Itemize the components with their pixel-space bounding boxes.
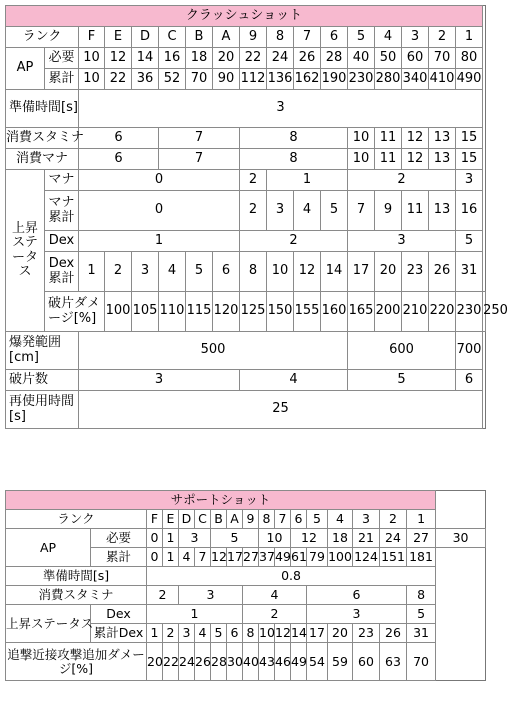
- crash-need-label: 必要: [45, 48, 79, 69]
- crash-reuse-label: 再使用時間[s]: [6, 391, 79, 429]
- support-prep-label: 準備時間[s]: [6, 567, 147, 586]
- support-stamina-cell: 4: [243, 586, 307, 605]
- support-dex-sum-cell: 12: [275, 624, 291, 643]
- support-rank-cell: 5: [307, 510, 328, 529]
- support-rank-cell: F: [147, 510, 163, 529]
- crash-frag-count-cell: 5: [348, 370, 456, 391]
- crash-frag-dmg-cell: 210: [402, 292, 429, 332]
- crash-frag-dmg-cell: 110: [159, 292, 186, 332]
- support-sum-cell: 0: [147, 548, 163, 567]
- crash-sum-cell: 112: [240, 69, 267, 90]
- crash-blast-cell: 700: [456, 332, 483, 370]
- crash-rank-cell: F: [79, 27, 105, 48]
- support-rank-cell: 2: [380, 510, 407, 529]
- crash-need-cell: 70: [429, 48, 456, 69]
- crash-need-cell: 28: [321, 48, 348, 69]
- support-pursuit-cell: 43: [259, 643, 275, 681]
- crash-rise-dex-sum-cell: 20: [375, 252, 402, 292]
- crash-stamina-cell: 8: [240, 128, 348, 149]
- crash-rise-dex-sum-cell: 26: [429, 252, 456, 292]
- support-dex-label: Dex: [91, 605, 147, 624]
- crash-title-row: [6, 6, 486, 27]
- support-rank-cell: A: [227, 510, 243, 529]
- crash-sum-cell: 10: [79, 69, 105, 90]
- support-sum-cell: 61: [291, 548, 307, 567]
- crash-title: クラッシュショット: [6, 6, 483, 27]
- crash-rise-mana-cell: 2: [348, 170, 456, 191]
- support-need-cell: 10: [259, 529, 291, 548]
- crash-mana-cell: 6: [79, 149, 159, 170]
- crash-rise-mana-cell: 0: [79, 170, 240, 191]
- crash-rise-dex-sum-cell: 17: [348, 252, 375, 292]
- crash-mana-cell: 11: [375, 149, 402, 170]
- support-sum-cell: 151: [380, 548, 407, 567]
- crash-rise-mana-cell: 1: [267, 170, 348, 191]
- crash-rise-mana-sum-row: [6, 191, 486, 231]
- crash-sum-cell: 410: [429, 69, 456, 90]
- support-pursuit-cell: 26: [195, 643, 211, 681]
- crash-frag-dmg-row: [6, 292, 486, 332]
- crash-frag-count-cell: 4: [240, 370, 348, 391]
- crash-stamina-cell: 13: [429, 128, 456, 149]
- support-rank-cell: 6: [291, 510, 307, 529]
- support-dex-sum-label: 累計Dex: [91, 624, 147, 643]
- support-title-row: [6, 491, 486, 510]
- crash-sum-cell: 340: [402, 69, 429, 90]
- crash-rise-mana-sum-label: マナ累計: [45, 191, 79, 231]
- support-sum-cell: 12: [211, 548, 227, 567]
- crash-rise-mana-sum-cell: 9: [375, 191, 402, 231]
- crash-rise-mana-sum-cell: 4: [294, 191, 321, 231]
- support-dex-sum-cell: 5: [211, 624, 227, 643]
- crash-rise-mana-sum-cell: 0: [79, 191, 240, 231]
- crash-sum-cell: 22: [105, 69, 132, 90]
- crash-sum-cell: 90: [213, 69, 240, 90]
- crash-mana-cell: 15: [456, 149, 483, 170]
- support-rank-row: [6, 510, 486, 529]
- crash-mana-cell: 10: [348, 149, 375, 170]
- support-dex-sum-cell: 31: [407, 624, 436, 643]
- support-need-cell: 5: [211, 529, 259, 548]
- crash-rise-dex-cell: 2: [240, 231, 348, 252]
- crash-rise-mana-sum-cell: 16: [456, 191, 483, 231]
- crash-need-cell: 60: [402, 48, 429, 69]
- support-need-cell: 21: [353, 529, 380, 548]
- support-pursuit-cell: 46: [275, 643, 291, 681]
- crash-rise-mana-cell: 2: [240, 170, 267, 191]
- crash-rank-cell: 3: [402, 27, 429, 48]
- support-pursuit-cell: 40: [243, 643, 259, 681]
- crash-blast-row: [6, 332, 486, 370]
- support-sum-cell: 181: [407, 548, 436, 567]
- crash-ap-sum-row: [6, 69, 486, 90]
- crash-rise-dex-row: [6, 231, 486, 252]
- crash-need-cell: 18: [186, 48, 213, 69]
- crash-rank-cell: B: [186, 27, 213, 48]
- support-sum-cell: 49: [275, 548, 291, 567]
- support-rank-cell: B: [211, 510, 227, 529]
- crash-rise-mana-cell: 3: [456, 170, 483, 191]
- crash-rise-dex-sum-row: [6, 252, 486, 292]
- support-dex-sum-cell: 17: [307, 624, 328, 643]
- support-sum-cell: 4: [179, 548, 195, 567]
- crash-need-cell: 16: [159, 48, 186, 69]
- crash-need-cell: 14: [132, 48, 159, 69]
- crash-rise-dex-label: Dex: [45, 231, 79, 252]
- crash-rise-dex-sum-cell: 8: [240, 252, 267, 292]
- support-sum-cell: 7: [195, 548, 211, 567]
- support-shot-table: [5, 490, 486, 681]
- support-stamina-cell: 2: [147, 586, 179, 605]
- support-dex-cell: 5: [407, 605, 436, 624]
- crash-rise-dex-sum-cell: 31: [456, 252, 483, 292]
- support-sum-cell: 37: [259, 548, 275, 567]
- support-rank-cell: 1: [407, 510, 436, 529]
- crash-rise-dex-sum-cell: 1: [79, 252, 105, 292]
- crash-sum-cell: 490: [456, 69, 483, 90]
- crash-frag-dmg-cell: 115: [186, 292, 213, 332]
- support-dex-sum-cell: 4: [195, 624, 211, 643]
- crash-rise-dex-sum-label: Dex累計: [45, 252, 79, 292]
- crash-stamina-cell: 10: [348, 128, 375, 149]
- crash-sum-cell: 36: [132, 69, 159, 90]
- crash-rank-cell: C: [159, 27, 186, 48]
- crash-rise-dex-sum-cell: 10: [267, 252, 294, 292]
- support-rank-cell: E: [163, 510, 179, 529]
- support-stamina-cell: 8: [407, 586, 436, 605]
- support-dex-sum-cell: 6: [227, 624, 243, 643]
- support-sum-cell: 27: [243, 548, 259, 567]
- crash-frag-count-cell: 3: [79, 370, 240, 391]
- crash-frag-dmg-cell: 200: [375, 292, 402, 332]
- crash-sum-cell: 280: [375, 69, 402, 90]
- support-rank-cell: 8: [259, 510, 275, 529]
- support-need-cell: 18: [328, 529, 353, 548]
- crash-frag-count-row: [6, 370, 486, 391]
- support-stamina-label: 消費スタミナ: [6, 586, 147, 605]
- support-stamina-cell: 6: [307, 586, 407, 605]
- support-pursuit-cell: 24: [179, 643, 195, 681]
- support-need-cell: 3: [179, 529, 211, 548]
- support-need-cell: 12: [291, 529, 328, 548]
- support-sum-cell: 17: [227, 548, 243, 567]
- support-pursuit-cell: 60: [353, 643, 380, 681]
- crash-rank-cell: 9: [240, 27, 267, 48]
- crash-need-cell: 40: [348, 48, 375, 69]
- crash-rise-dex-cell: 5: [456, 231, 483, 252]
- crash-rise-mana-label: マナ: [45, 170, 79, 191]
- crash-sum-cell: 136: [267, 69, 294, 90]
- support-sum-cell: 124: [353, 548, 380, 567]
- support-dex-sum-cell: 20: [328, 624, 353, 643]
- crash-rise-dex-sum-cell: 6: [213, 252, 240, 292]
- crash-frag-dmg-cell: 230: [456, 292, 483, 332]
- crash-rise-mana-sum-cell: 5: [321, 191, 348, 231]
- crash-need-cell: 50: [375, 48, 402, 69]
- support-dex-cell: 3: [307, 605, 407, 624]
- crash-rise-mana-row: [6, 170, 486, 191]
- crash-rank-cell: 7: [294, 27, 321, 48]
- support-pursuit-cell: 30: [227, 643, 243, 681]
- crash-need-cell: 26: [294, 48, 321, 69]
- crash-stamina-row: [6, 128, 486, 149]
- crash-frag-count-label: 破片数: [6, 370, 79, 391]
- support-rise-label: 上昇ステータス: [6, 605, 91, 643]
- crash-need-cell: 10: [79, 48, 105, 69]
- crash-frag-dmg-cell: 125: [240, 292, 267, 332]
- crash-rise-dex-sum-cell: 12: [294, 252, 321, 292]
- crash-mana-row: [6, 149, 486, 170]
- crash-sum-cell: 70: [186, 69, 213, 90]
- crash-rank-label: ランク: [6, 27, 79, 48]
- crash-rank-cell: 8: [267, 27, 294, 48]
- crash-mana-cell: 7: [159, 149, 240, 170]
- support-rank-cell: 7: [275, 510, 291, 529]
- crash-sum-cell: 230: [348, 69, 375, 90]
- support-pursuit-cell: 22: [163, 643, 179, 681]
- crash-stamina-cell: 12: [402, 128, 429, 149]
- crash-rise-dex-sum-cell: 2: [105, 252, 132, 292]
- support-dex-cell: 1: [147, 605, 243, 624]
- crash-frag-dmg-cell: 165: [348, 292, 375, 332]
- crash-need-cell: 12: [105, 48, 132, 69]
- support-dex-sum-cell: 10: [259, 624, 275, 643]
- crash-stamina-cell: 7: [159, 128, 240, 149]
- crash-rise-mana-sum-cell: 2: [240, 191, 267, 231]
- crash-need-cell: 22: [240, 48, 267, 69]
- crash-mana-label: 消費マナ: [6, 149, 79, 170]
- crash-ap-need-row: [6, 48, 486, 69]
- support-rank-cell: C: [195, 510, 211, 529]
- crash-reuse-value: 25: [79, 391, 483, 429]
- support-rank-cell: 4: [328, 510, 353, 529]
- crash-rank-cell: D: [132, 27, 159, 48]
- crash-ap-label: AP: [6, 48, 45, 90]
- support-pursuit-row: [6, 643, 486, 681]
- crash-rise-mana-sum-cell: 3: [267, 191, 294, 231]
- crash-rise-dex-sum-cell: 4: [159, 252, 186, 292]
- crash-rise-label: 上昇ステータス: [6, 170, 45, 332]
- support-pursuit-cell: 28: [211, 643, 227, 681]
- crash-rise-dex-sum-cell: 14: [321, 252, 348, 292]
- support-rank-cell: 3: [353, 510, 380, 529]
- crash-sum-cell: 190: [321, 69, 348, 90]
- support-stamina-cell: 3: [179, 586, 243, 605]
- crash-rise-dex-sum-cell: 3: [132, 252, 159, 292]
- support-dex-sum-cell: 23: [353, 624, 380, 643]
- support-sum-cell: 1: [163, 548, 179, 567]
- crash-rank-cell: E: [105, 27, 132, 48]
- crash-frag-dmg-cell: 160: [321, 292, 348, 332]
- support-rank-cell: D: [179, 510, 195, 529]
- support-dex-sum-cell: 2: [163, 624, 179, 643]
- support-dex-sum-cell: 8: [243, 624, 259, 643]
- crash-mana-cell: 8: [240, 149, 348, 170]
- crash-prep-row: [6, 90, 486, 128]
- support-rank-label: ランク: [6, 510, 147, 529]
- support-rank-cell: 9: [243, 510, 259, 529]
- support-need-cell: 1: [163, 529, 179, 548]
- crash-reuse-row: [6, 391, 486, 429]
- crash-stamina-cell: 11: [375, 128, 402, 149]
- crash-need-cell: 20: [213, 48, 240, 69]
- support-pursuit-label: 追撃近接攻撃追加ダメージ[%]: [6, 643, 147, 681]
- support-sum-label: 累計: [91, 548, 147, 567]
- support-pursuit-cell: 63: [380, 643, 407, 681]
- support-pursuit-cell: 59: [328, 643, 353, 681]
- crash-rise-mana-sum-cell: 13: [429, 191, 456, 231]
- support-dex-sum-cell: 3: [179, 624, 195, 643]
- support-prep-value: 0.8: [147, 567, 436, 586]
- crash-rank-cell: 4: [375, 27, 402, 48]
- support-pursuit-cell: 20: [147, 643, 163, 681]
- crash-blast-label: 爆発範囲[cm]: [6, 332, 79, 370]
- support-ap-label: AP: [6, 529, 91, 567]
- crash-need-cell: 80: [456, 48, 483, 69]
- crash-need-cell: 24: [267, 48, 294, 69]
- crash-rise-mana-sum-cell: 11: [402, 191, 429, 231]
- crash-sum-label: 累計: [45, 69, 79, 90]
- support-title: サポートショット: [6, 491, 436, 510]
- crash-shot-table: [5, 5, 508, 429]
- crash-stamina-cell: 15: [456, 128, 483, 149]
- crash-rise-dex-cell: 3: [348, 231, 456, 252]
- support-ap-need-row: [6, 529, 486, 548]
- crash-frag-dmg-cell: 150: [267, 292, 294, 332]
- crash-rank-cell: 5: [348, 27, 375, 48]
- support-pursuit-cell: 54: [307, 643, 328, 681]
- support-dex-cell: 2: [243, 605, 307, 624]
- crash-blast-cell: 600: [348, 332, 456, 370]
- support-stamina-row: [6, 586, 486, 605]
- support-dex-row: [6, 605, 486, 624]
- crash-frag-dmg-label: 破片ダメージ[%]: [45, 292, 105, 332]
- crash-stamina-cell: 6: [79, 128, 159, 149]
- support-dex-sum-cell: 1: [147, 624, 163, 643]
- crash-prep-label: 準備時間[s]: [6, 90, 79, 128]
- crash-rank-row: [6, 27, 486, 48]
- crash-sum-cell: 52: [159, 69, 186, 90]
- crash-rank-cell: A: [213, 27, 240, 48]
- crash-mana-cell: 13: [429, 149, 456, 170]
- crash-rank-cell: 1: [456, 27, 483, 48]
- crash-frag-dmg-cell: 155: [294, 292, 321, 332]
- crash-frag-dmg-cell: 100: [105, 292, 132, 332]
- support-prep-row: [6, 567, 486, 586]
- crash-blast-cell: 500: [79, 332, 348, 370]
- support-dex-sum-cell: 14: [291, 624, 307, 643]
- crash-sum-cell: 162: [294, 69, 321, 90]
- crash-frag-dmg-cell: 220: [429, 292, 456, 332]
- crash-frag-count-cell: 6: [456, 370, 483, 391]
- crash-rank-cell: 2: [429, 27, 456, 48]
- crash-stamina-label: 消費スタミナ: [6, 128, 79, 149]
- support-need-cell: 30: [436, 529, 486, 548]
- crash-rank-cell: 6: [321, 27, 348, 48]
- crash-rise-dex-sum-cell: 5: [186, 252, 213, 292]
- crash-rise-dex-sum-cell: 23: [402, 252, 429, 292]
- support-pursuit-cell: 49: [291, 643, 307, 681]
- support-need-cell: 24: [380, 529, 407, 548]
- support-need-cell: 27: [407, 529, 436, 548]
- support-sum-cell: 79: [307, 548, 328, 567]
- crash-prep-value: 3: [79, 90, 483, 128]
- support-dex-sum-cell: 26: [380, 624, 407, 643]
- crash-frag-dmg-cell: 250: [483, 292, 486, 332]
- crash-mana-cell: 12: [402, 149, 429, 170]
- support-need-cell: 0: [147, 529, 163, 548]
- crash-frag-dmg-cell: 120: [213, 292, 240, 332]
- support-pursuit-cell: 70: [407, 643, 436, 681]
- crash-rise-mana-sum-cell: 7: [348, 191, 375, 231]
- support-sum-cell: 100: [328, 548, 353, 567]
- support-need-label: 必要: [91, 529, 147, 548]
- crash-rise-dex-cell: 1: [79, 231, 240, 252]
- crash-frag-dmg-cell: 105: [132, 292, 159, 332]
